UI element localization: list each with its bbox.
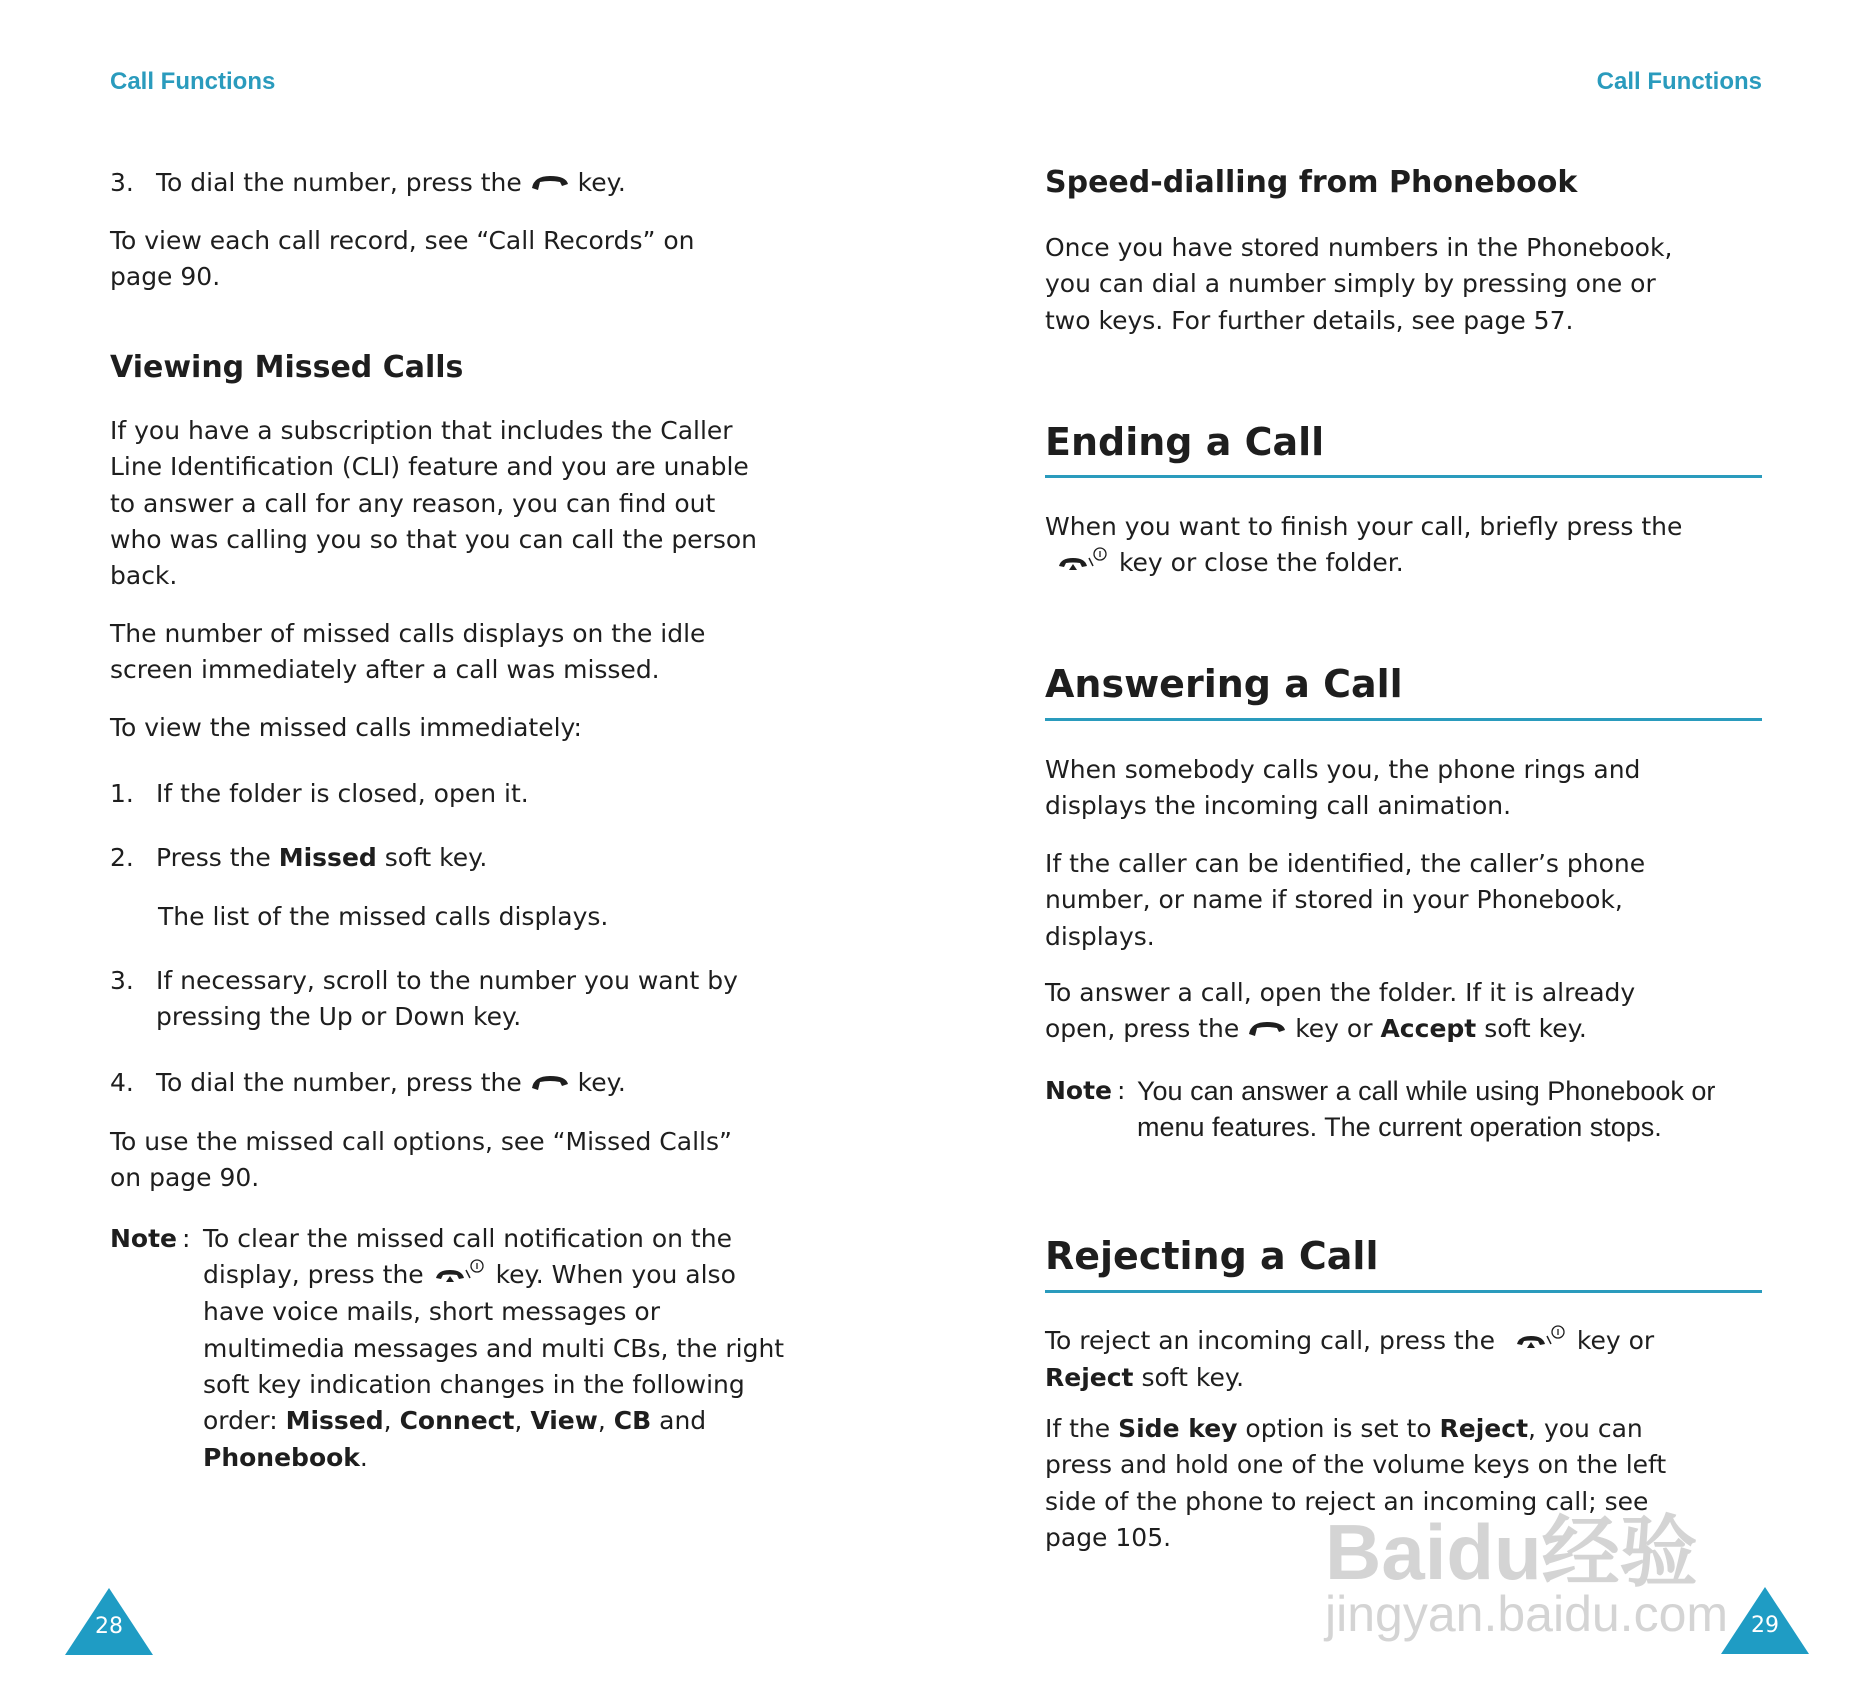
text-line: When you want to finish your call, briefly press the	[1045, 512, 1683, 541]
step-4	[110, 1065, 626, 1102]
text-line: to answer a call for any reason, you can find out	[110, 488, 716, 518]
answering-paragraph-2	[1045, 846, 1645, 955]
step-text: soft key.	[384, 843, 488, 872]
text-line: page 105.	[1045, 1522, 1172, 1552]
ending-paragraph	[1045, 509, 1682, 582]
page-number-right: 29	[1751, 1613, 1779, 1638]
step-text: Press the	[156, 843, 271, 872]
text-line: option is set to	[1245, 1414, 1432, 1443]
rejecting-paragraph-1	[1045, 1323, 1654, 1396]
send-key-icon	[1247, 1012, 1287, 1048]
heading-rule	[1045, 718, 1762, 721]
section-heading-speed-dialling: Speed-dialling from Phonebook	[1045, 165, 1578, 200]
text-line: To reject an incoming call, press the	[1045, 1326, 1495, 1355]
step-number: 1.	[110, 779, 134, 808]
text-line: You can answer a call while using Phonebook or	[1137, 1076, 1716, 1106]
text-line: To clear the missed call notification on the	[203, 1224, 732, 1253]
text-line: have voice mails, short messages or	[203, 1297, 660, 1327]
soft-key-name: CB	[613, 1406, 652, 1436]
text-line: side of the phone to reject an incoming call; see	[1045, 1486, 1649, 1516]
note-missed: Note : To clear the missed call notification on the display, press the key. When you also have voice mails, short messages or multimedia messages and multi CBs, the right soft key indication changes in the following order: Missed, Connect, View, CB and Phonebook.	[110, 1221, 830, 1476]
step-text: If necessary, scroll to the number you want by	[156, 966, 738, 995]
section-heading-missed-calls: Viewing Missed Calls	[110, 350, 464, 385]
text-line: , you can	[1528, 1414, 1643, 1443]
text-line: menu features. The current operation stops.	[1137, 1112, 1662, 1143]
step-text-end: key.	[577, 1068, 626, 1097]
step-1	[110, 776, 529, 812]
speed-paragraph	[1045, 230, 1672, 339]
text-line: who was calling you so that you can call the person	[110, 524, 758, 554]
call-records-ref	[110, 223, 695, 296]
step-2-result: The list of the missed calls displays.	[158, 902, 609, 931]
step-3	[110, 963, 738, 1036]
text-line: The number of missed calls displays on the idle	[110, 619, 706, 648]
section-heading-rejecting-call: Rejecting a Call	[1045, 1234, 1379, 1278]
text-line: If the caller can be identified, the caller’s phone	[1045, 849, 1646, 878]
send-key-icon	[530, 1066, 570, 1102]
step-text: To dial the number, press the	[156, 168, 522, 197]
watermark-url: jingyan.baidu.com	[1325, 1586, 1729, 1642]
text-line: display, press the	[203, 1260, 424, 1290]
watermark-brand: Baidu经验	[1325, 1508, 1698, 1596]
soft-key-name: Missed	[285, 1406, 384, 1436]
text-line: To answer a call, open the folder. If it is already	[1045, 978, 1636, 1007]
text-line: Line Identification (CLI) feature and you are unable	[110, 452, 749, 482]
text-line: you can dial a number simply by pressing one or	[1045, 269, 1656, 299]
end-power-key-icon	[1513, 1324, 1569, 1360]
text-line: soft key.	[1141, 1363, 1245, 1393]
running-header-right: Call Functions	[1596, 68, 1762, 95]
text-line: two keys. For further details, see page 57.	[1045, 305, 1574, 335]
note-label: Note	[110, 1224, 178, 1253]
text-line: To use the missed call options, see “Missed Calls”	[110, 1127, 732, 1156]
step-text: To dial the number, press the	[156, 1068, 522, 1097]
running-header-left: Call Functions	[110, 68, 276, 95]
step-number: 3.	[110, 966, 134, 995]
step-dial	[110, 165, 626, 202]
soft-key-name: Reject	[1045, 1363, 1134, 1393]
text-line: on page 90.	[110, 1163, 260, 1193]
soft-key-name: Connect	[399, 1406, 515, 1436]
text-line: screen immediately after a call was missed.	[110, 655, 660, 685]
text-line: order:	[203, 1406, 278, 1436]
step-number: 4.	[110, 1068, 134, 1097]
step-number: 2.	[110, 843, 134, 872]
text-line: If you have a subscription that includes the Caller	[110, 416, 733, 445]
text-line: key or close the folder.	[1118, 548, 1404, 578]
page-number-left: 28	[95, 1614, 123, 1639]
step-text: If the folder is closed, open it.	[156, 779, 529, 808]
text-line: back.	[110, 561, 178, 591]
text-line: page 90.	[110, 262, 221, 292]
text-line: Once you have stored numbers in the Phonebook,	[1045, 233, 1673, 262]
text-line: press and hold one of the volume keys on the left	[1045, 1450, 1667, 1480]
end-power-key-icon	[432, 1258, 488, 1294]
option-name: Side key	[1118, 1414, 1238, 1443]
step-text: pressing the Up or Down key.	[156, 1002, 522, 1032]
text-line: open, press the	[1045, 1014, 1240, 1044]
text-line: number, or name if stored in your Phonebook,	[1045, 885, 1623, 915]
soft-key-name: Accept	[1380, 1014, 1477, 1044]
missed-options-ref	[110, 1124, 732, 1197]
missed-paragraph-2	[110, 616, 705, 689]
note-label: Note	[1045, 1076, 1113, 1105]
text-line: key or	[1576, 1326, 1655, 1355]
text-line: When somebody calls you, the phone rings and	[1045, 755, 1641, 784]
soft-key-name: Missed	[278, 843, 377, 872]
text-line: If the	[1045, 1414, 1111, 1443]
heading-rule	[1045, 1290, 1762, 1293]
missed-paragraph-3: To view the missed calls immediately:	[110, 713, 582, 742]
end-power-key-icon	[1055, 546, 1111, 582]
text-line: multimedia messages and multi CBs, the right	[203, 1333, 785, 1363]
section-heading-ending-call: Ending a Call	[1045, 420, 1325, 464]
step-2	[110, 840, 487, 876]
answering-paragraph-3	[1045, 975, 1635, 1048]
text-line: key. When you also	[495, 1260, 736, 1290]
send-key-icon	[530, 166, 570, 202]
text-line: key or	[1295, 1014, 1373, 1044]
step-number: 3.	[110, 168, 134, 197]
option-value: Reject	[1439, 1414, 1529, 1443]
answering-paragraph-1	[1045, 752, 1640, 825]
text-line: and	[659, 1406, 707, 1436]
soft-key-name: View	[530, 1406, 598, 1436]
text-line: soft key.	[1484, 1014, 1587, 1044]
note-answering: Note : You can answer a call while using Phonebook or menu features. The current operation stops.	[1045, 1073, 1785, 1146]
heading-rule	[1045, 475, 1762, 478]
text-line: To view each call record, see “Call Records” on	[110, 226, 695, 255]
text-line: displays.	[1045, 921, 1155, 951]
text-line: soft key indication changes in the following	[203, 1370, 745, 1400]
soft-key-name: Phonebook	[203, 1442, 360, 1472]
missed-paragraph-1	[110, 413, 757, 594]
step-text-end: key.	[577, 168, 626, 197]
text-line: displays the incoming call animation.	[1045, 791, 1512, 821]
section-heading-answering-call: Answering a Call	[1045, 662, 1403, 706]
